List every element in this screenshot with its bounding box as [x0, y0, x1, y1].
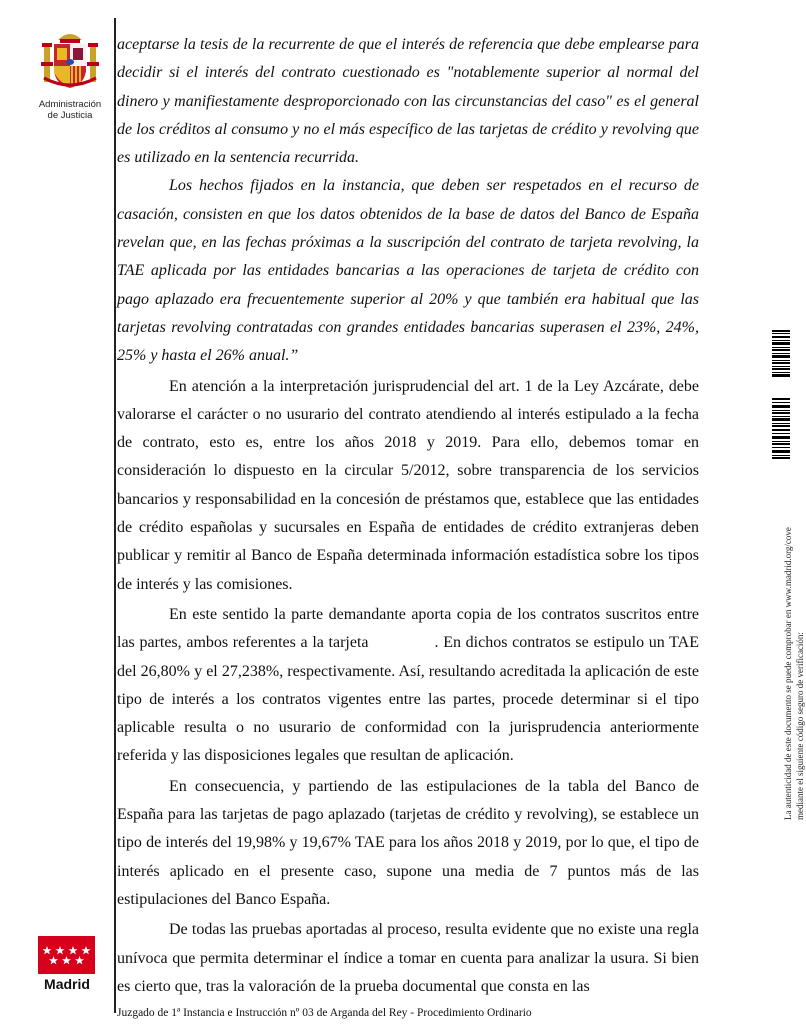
- madrid-label: Madrid: [44, 976, 90, 992]
- paragraph-4: [117, 601, 699, 771]
- quoted-paragraph-1: aceptarse la tesis de la recurrente de que el interés de referencia que debe emplearse para decidir si el interés del contrato cuestionado es "notablemente superior al normal del dinero y manifiestamente desproporcionado con las circunstancias del caso" es el general de los créditos al consumo y no el más específico de las tarjetas de crédito y revolving que es utilizado en la sentencia recurrida.: [117, 36, 699, 167]
- verification-note: [742, 527, 805, 820]
- document-body: [117, 31, 699, 1001]
- institution-name-line2: de Justicia: [47, 110, 93, 121]
- quoted-paragraph-2: Los hechos fijados en la instancia, que deben ser respetados en el recurso de casación, consisten en que los datos obtenidos de la base de datos del Banco de España revelan que, en las fechas próximas a la suscripción del contrato de tarjeta revolving, la TAE aplicada por las entidades bancarias a las operaciones de tarjeta de crédito con pago aplazado era frecuentemente superior al 20% y que también era habitual que las tarjetas revolving contratadas con grandes entidades bancarias superasen el 23%, 24%, 25% y hasta el 26% anual.”: [117, 177, 699, 365]
- margin-rule: [114, 18, 116, 1013]
- coat-of-arms-icon: [38, 26, 102, 92]
- verification-line-2: mediante el siguiente código seguro de verificación:: [795, 632, 805, 820]
- paragraph-4-part1: En este sentido la parte demandante aporta copia de los contratos suscritos entre las partes, ambos referentes a la tarjeta: [117, 605, 699, 652]
- verification-line-1: La autenticidad de este documento se puede comprobar en www.madrid.org/cove: [783, 527, 793, 820]
- footer-court-line: Juzgado de 1ª Instancia e Instrucción nº 03 de Arganda del Rey - Procedimiento Ordinario: [117, 1007, 532, 1019]
- paragraph-3: En atención a la interpretación jurisprudencial del art. 1 de la Ley Azcárate, debe valorarse el carácter o no usurario del contrato atendiendo al interés estipulado a la fecha de contrato, esto es, entre los años 2018 y 2019. Para ello, debemos tomar en consideración lo dispuesto en la circular 5/2012, sobre transparencia de los servicios bancarios y responsabilidad en la concesión de préstamos que, establece que las entidades de crédito españolas y sucursales en España de entidades de crédito extranjeras deben publicar y remitir al Banco de España determinada información estadística sobre los tipos de interés y las comisiones.: [117, 377, 699, 593]
- justice-logo: [28, 26, 112, 121]
- institution-name-line1: Administración: [38, 99, 102, 110]
- madrid-flag-icon: [38, 936, 95, 974]
- barcode-icon: [772, 398, 790, 460]
- paragraph-6: De todas las pruebas aportadas al proceso, resulta evidente que no existe una regla unívoca que permita determinar el índice a tomar en cuenta para analizar la usura. Si bien es cierto que, tras la valoración de la prueba documental que consta en las: [117, 921, 699, 995]
- paragraph-4-part2: . En dichos contratos se estipulo un TAE del 26,80% y el 27,238%, respectivamente. Así, resultando acreditada la aplicación de este tipo de interés a los contratos vigentes entre las partes, procede determinar si el tipo aplicable resulta o no usurario de conformidad con la jurisprudencia anteriormente referida y las disposiciones legales que resultan de aplicación.: [117, 634, 699, 765]
- paragraph-5: En consecuencia, y partiendo de las estipulaciones de la tabla del Banco de España para las tarjetas de pago aplazado (tarjetas de crédito y revolving), se establece un tipo de interés del 19,98% y 19,67% TAE para los años 2018 y 2019, por lo que, el tipo de interés aplicado en el presente caso, supone una media de 7 puntos más de las estipulaciones del Banco España.: [117, 777, 699, 908]
- barcode-icon: [772, 330, 790, 378]
- madrid-logo: [38, 936, 96, 992]
